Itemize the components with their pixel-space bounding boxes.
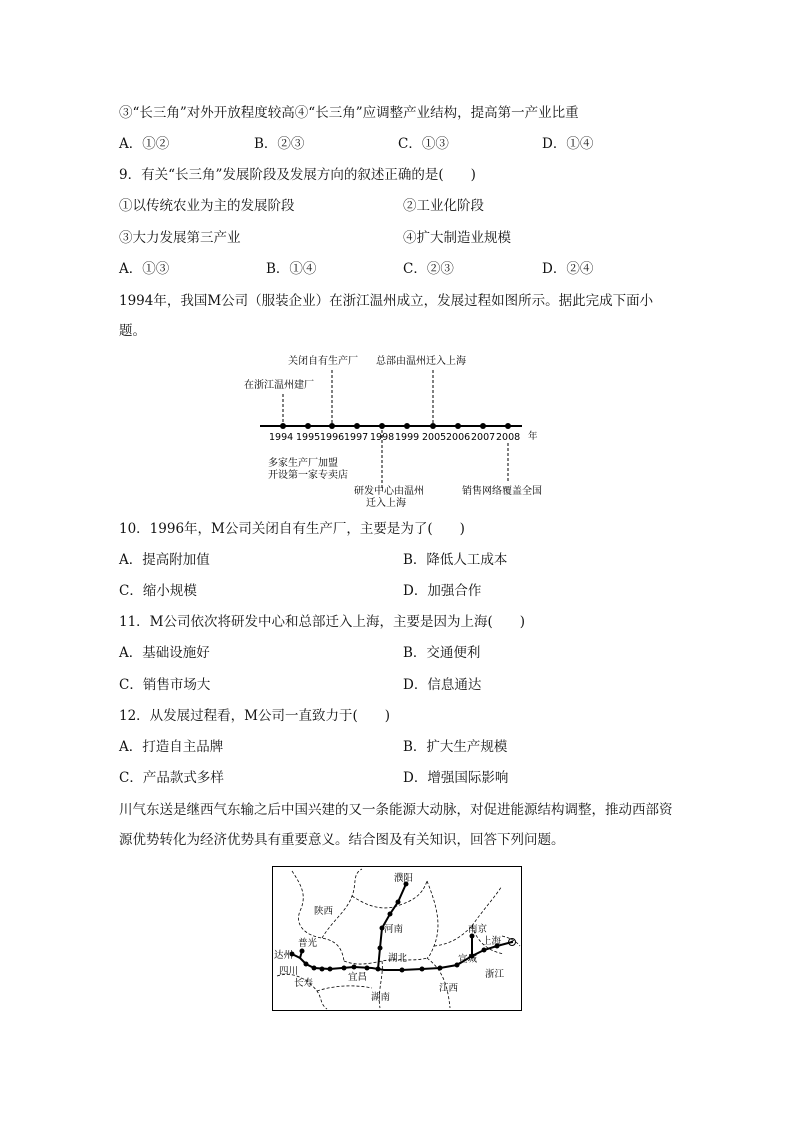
city-label: 宣城 <box>458 954 478 965</box>
province-label: 江西 <box>439 983 459 994</box>
province-label: 湖南 <box>371 992 391 1003</box>
province-label: 浙江 <box>485 969 505 980</box>
city-label: 宜昌 <box>348 972 368 983</box>
q11-option-a[interactable]: A．基础设施好 <box>119 645 210 661</box>
q12-option-c[interactable]: C．产品款式多样 <box>119 770 224 786</box>
q10-stem: 10．1996年，M公司关闭自有生产厂，主要是为了( ) <box>119 521 465 537</box>
intro-paragraph-2: 川气东送是继西气东输之后中国兴建的又一条能源大动脉，对促进能源结构调整，推动西部资源优势转化为经济优势具有重要意义。结合图及有关知识，回答下列问题。 <box>119 802 673 848</box>
q9-option-d[interactable]: D．②④ <box>542 261 594 277</box>
q9-item-2: ②工业化阶段 <box>403 198 484 214</box>
intro-paragraph-1: 1994年，我国M公司（服装企业）在浙江温州成立，发展过程如图所示。据此完成下面小题。 <box>119 293 654 339</box>
q8-stem-tail: ③“长三角”对外开放程度较高④“长三角”应调整产业结构，提高第一产业比重 <box>119 105 579 121</box>
year-label: 2007 <box>471 432 496 443</box>
city-label: 达州 <box>274 950 294 961</box>
q12-option-a[interactable]: A．打造自主品牌 <box>119 739 224 755</box>
event-label: 多家生产厂加盟 <box>268 458 338 469</box>
q11-option-d[interactable]: D．信息通达 <box>403 677 482 693</box>
city-label: 南京 <box>468 924 488 935</box>
city-label: 普光 <box>298 938 318 949</box>
pipeline-map <box>272 866 522 1011</box>
event-label: 迁入上海 <box>366 498 406 508</box>
q10-option-d[interactable]: D．加强合作 <box>403 583 482 599</box>
city-label: 上海 <box>482 936 502 947</box>
q9-stem: 9．有关“长三角”发展阶段及发展方向的叙述正确的是( ) <box>119 167 476 183</box>
city-label: 长寿 <box>294 978 314 989</box>
year-label: 2005 <box>422 432 447 443</box>
event-label: 总部由温州迁入上海 <box>376 356 466 367</box>
province-label: 四川 <box>279 966 299 977</box>
timeline-figure <box>240 348 550 508</box>
year-unit: 年 <box>528 431 538 442</box>
event-label: 关闭自有生产厂 <box>288 356 358 367</box>
q11-stem: 11．M公司依次将研发中心和总部迁入上海，主要是因为上海( ) <box>119 614 526 630</box>
province-label: 湖北 <box>388 953 408 964</box>
year-label: 1998 <box>370 432 395 443</box>
q11-option-c[interactable]: C．销售市场大 <box>119 677 211 693</box>
province-label: 陕西 <box>314 906 334 917</box>
year-label: 2006 <box>446 432 471 443</box>
q8-option-c[interactable]: C．①③ <box>398 136 449 152</box>
q10-option-a[interactable]: A．提高附加值 <box>119 552 210 568</box>
q9-option-b[interactable]: B．①④ <box>266 261 317 277</box>
event-label: 研发中心由温州 <box>354 486 424 497</box>
year-label: 1995 <box>296 432 321 443</box>
event-label: 开设第一家专卖店 <box>268 470 348 481</box>
province-label: 河南 <box>384 924 404 935</box>
q10-option-b[interactable]: B．降低人工成本 <box>403 552 508 568</box>
year-label: 2008 <box>496 432 521 443</box>
q9-item-1: ①以传统农业为主的发展阶段 <box>119 198 295 214</box>
year-label: 1997 <box>344 432 369 443</box>
q8-option-a[interactable]: A．①② <box>119 136 170 152</box>
city-label: 濮阳 <box>394 873 414 884</box>
q12-option-d[interactable]: D．增强国际影响 <box>403 770 509 786</box>
q9-option-c[interactable]: C．②③ <box>403 261 454 277</box>
q9-item-3: ③大力发展第三产业 <box>119 230 241 246</box>
year-label: 1999 <box>395 432 420 443</box>
q10-option-c[interactable]: C．缩小规模 <box>119 583 197 599</box>
event-label: 在浙江温州建厂 <box>244 380 314 391</box>
q8-option-b[interactable]: B．②③ <box>254 136 305 152</box>
q8-option-d[interactable]: D．①④ <box>542 136 594 152</box>
event-label: 销售网络覆盖全国 <box>462 486 542 497</box>
q9-option-a[interactable]: A．①③ <box>119 261 170 277</box>
year-label: 1996 <box>320 432 345 443</box>
q12-option-b[interactable]: B．扩大生产规模 <box>403 739 508 755</box>
q12-stem: 12．从发展过程看，M公司一直致力于( ) <box>119 708 391 724</box>
q11-option-b[interactable]: B．交通便利 <box>403 645 481 661</box>
q9-item-4: ④扩大制造业规模 <box>403 230 511 246</box>
year-label: 1994 <box>269 432 294 443</box>
